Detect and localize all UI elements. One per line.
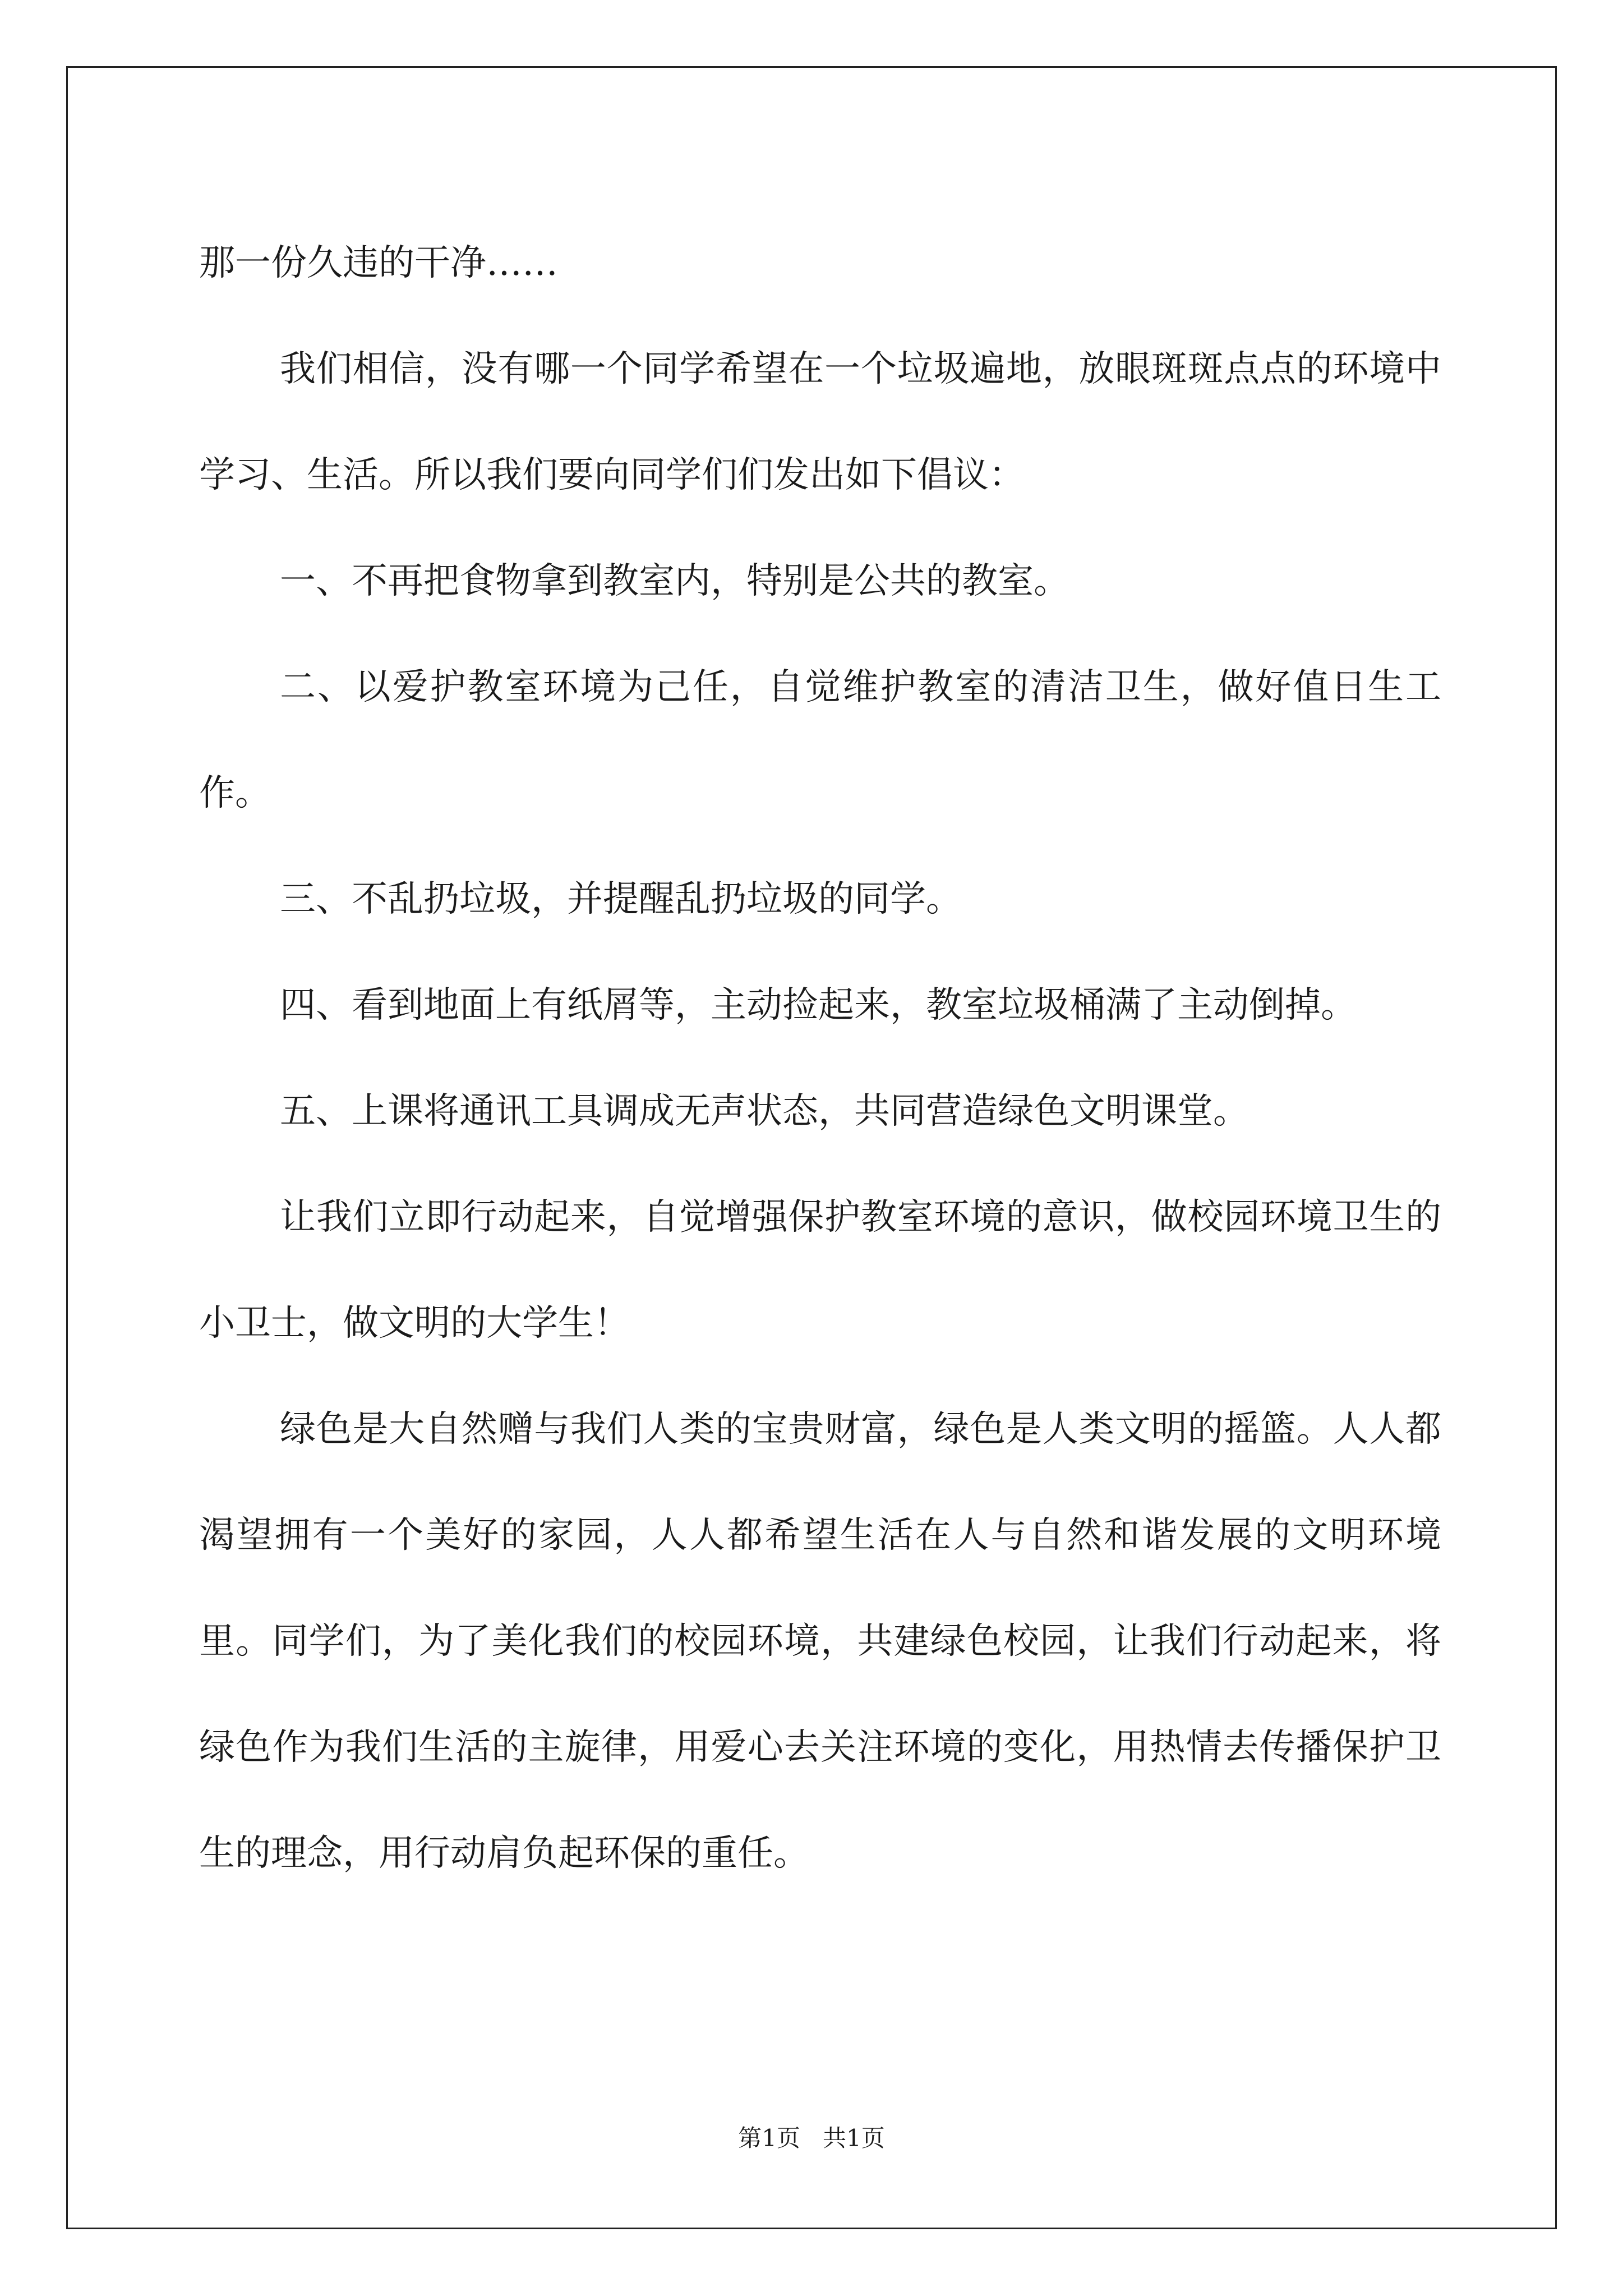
paragraph-4: 二、以爱护教室环境为己任，自觉维护教室的清洁卫生，做好值日生工作。: [199, 666, 1441, 814]
paragraph-6: 四、看到地面上有纸屑等，主动捡起来，教室垃圾桶满了主动倒掉。: [280, 984, 1357, 1026]
paragraph-3: 一、不再把食物拿到教室内，特别是公共的教室。: [280, 560, 1069, 602]
paragraph-7: 五、上课将通讯工具调成无声状态，共同营造绿色文明课堂。: [280, 1091, 1249, 1132]
paragraph-5: 三、不乱扔垃圾，并提醒乱扔垃圾的同学。: [280, 878, 962, 920]
paragraph-2: 我们相信，没有哪一个同学希望在一个垃圾遍地，放眼斑斑点点的环境中学习、生活。所以我们要向同学们们发出如下倡议：: [199, 348, 1441, 496]
page-number-total: 共1页: [823, 2124, 885, 2152]
paragraph-9: 绿色是大自然赠与我们人类的宝贵财富，绿色是人类文明的摇篮。人人都渴望拥有一个美好的家园，人人都希望生活在人与自然和谐发展的文明环境里。同学们，为了美化我们的校园环境，共建绿色校园，让我们行动起来，将绿色作为我们生活的主旋律，用爱心去关注环境的变化，用热情去传播保护卫生的理念，用行动肩负起环保的重任。: [199, 1409, 1441, 1874]
paragraph-8: 让我们立即行动起来，自觉增强保护教室环境的意识，做校园环境卫生的小卫士，做文明的大学生！: [199, 1197, 1441, 1344]
page-footer: [0, 2122, 1623, 2155]
page-number-current: 第1页: [738, 2124, 800, 2152]
paragraph-1: 那一份久违的干净……: [199, 242, 558, 284]
document-body: [199, 210, 1441, 1907]
